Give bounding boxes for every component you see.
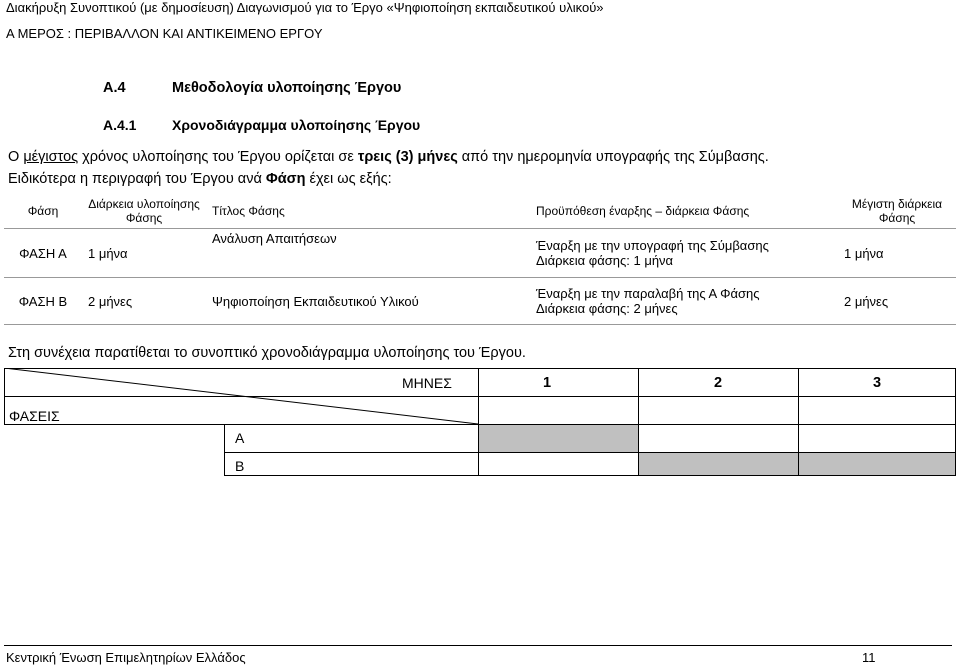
header-part-title: Α ΜΕΡΟΣ : ΠΕΡΙΒΑΛΛΟΝ ΚΑΙ ΑΝΤΙΚΕΙΜΕΝΟ ΕΡΓΟΥ: [6, 26, 323, 41]
gantt-line-right: [955, 368, 956, 476]
gantt-month-2: 2: [714, 375, 723, 391]
row-title: Ψηφιοποίηση Εκπαιδευτικού Υλικού: [206, 278, 530, 325]
gantt-chart: [4, 368, 956, 476]
row-precondition: Έναρξη με την παραλαβή της Α Φάσης Διάρκεια φάσης: 2 μήνες: [530, 278, 838, 325]
gantt-line-m3: [798, 368, 799, 476]
paragraph-gantt-intro: Στη συνέχεια παρατίθεται το συνοπτικό χρονοδιάγραμμα υλοποίησης του Έργου.: [8, 345, 526, 361]
section-number: Α.4: [103, 80, 126, 96]
row-duration: 2 μήνες: [82, 278, 206, 325]
gantt-bar-phase-b: [638, 453, 956, 476]
table-row: [4, 278, 956, 325]
table-header-row: [4, 194, 956, 229]
gantt-months-label: ΜΗΝΕΣ: [402, 375, 452, 391]
phases-table: [4, 194, 956, 325]
subsection-title: Χρονοδιάγραμμα υλοποίησης Έργου: [172, 117, 421, 133]
table-row: [4, 229, 956, 278]
gantt-line-bottom: [224, 475, 956, 476]
paragraph-phase-intro: Ειδικότερα η περιγραφή του Έργου ανά Φάση έχει ως εξής:: [8, 171, 392, 187]
header-max-duration: Μέγιστη διάρκεια Φάσης: [838, 194, 956, 229]
row-phase: ΦΑΣΗ Α: [4, 229, 82, 278]
header-document-title: Διακήρυξη Συνοπτικού (με δημοσίευση) Διαγωνισμού για το Έργο «Ψηφιοποίηση εκπαιδευτικού υλικού»: [6, 0, 604, 15]
row-max-duration: 1 μήνα: [838, 229, 956, 278]
gantt-line-row-a-bottom: [224, 452, 956, 453]
header-duration: Διάρκεια υλοποίησης Φάσης: [82, 194, 206, 229]
header-phase: Φάση: [4, 194, 82, 229]
gantt-month-3: 3: [873, 375, 882, 391]
paragraph-max-duration: Ο μέγιστος χρόνος υλοποίησης του Έργου ορίζεται σε τρεις (3) μήνες από την ημερομηνία υπογραφής της Σύμβασης.: [8, 149, 769, 165]
footer-divider: [4, 645, 952, 646]
row-phase: ΦΑΣΗ Β: [4, 278, 82, 325]
gantt-bar-phase-a: [478, 425, 638, 452]
row-duration: 1 μήνα: [82, 229, 206, 278]
footer-page-number: 11: [862, 650, 876, 665]
header-title: Τίτλος Φάσης: [206, 194, 530, 229]
row-title: Ανάλυση Απαιτήσεων: [206, 229, 530, 278]
gantt-line-phase-col: [224, 424, 225, 476]
row-max-duration: 2 μήνες: [838, 278, 956, 325]
header-precondition: Προϋπόθεση έναρξης – διάρκεια Φάσης: [530, 194, 838, 229]
gantt-phase-a-label: Α: [235, 430, 245, 446]
row-precondition: Έναρξη με την υπογραφή της Σύμβασης Διάρκεια φάσης: 1 μήνα: [530, 229, 838, 278]
gantt-line-m2: [638, 368, 639, 476]
gantt-month-1: 1: [543, 375, 552, 391]
subsection-number: Α.4.1: [103, 117, 137, 133]
footer-organization: Κεντρική Ένωση Επιμελητηρίων Ελλάδος: [6, 650, 246, 665]
gantt-phase-b-label: Β: [235, 458, 245, 474]
gantt-phases-label: ΦΑΣΕΙΣ: [9, 408, 60, 424]
section-title: Μεθοδολογία υλοποίησης Έργου: [172, 80, 402, 96]
